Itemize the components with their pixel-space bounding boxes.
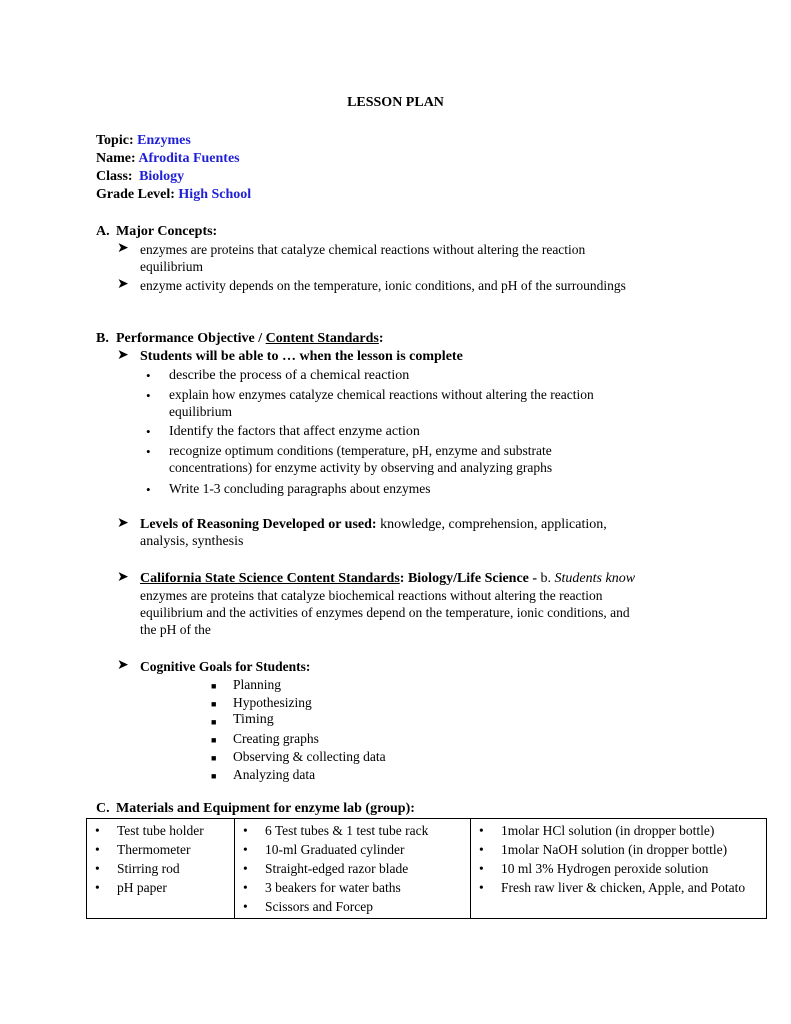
cognitive-goal-1: Planning (233, 677, 282, 692)
section-b-heading: B. Performance Objective / Content Standards: (96, 331, 384, 346)
objective-2: explain how enzymes catalyze chemical reactions without altering the reaction equilibrium (169, 387, 594, 419)
bullet-dot-icon: • (146, 444, 151, 459)
list-item: • Stirring rod (93, 859, 230, 878)
bullet-dot-icon: • (146, 368, 151, 383)
arrow-bullet-icon: ➤ (117, 658, 129, 673)
arrow-bullet-icon: ➤ (117, 277, 129, 292)
list-item: • 6 Test tubes & 1 test tube rack (241, 821, 466, 840)
objective-1: describe the process of a chemical reaction (169, 368, 410, 383)
grade-value: High School (178, 187, 252, 202)
major-concept-1: enzymes are proteins that catalyze chemical reactions without altering the reaction equilibrium (140, 242, 586, 274)
section-a-title: Major Concepts: (116, 224, 218, 239)
name-value: Afrodita Fuentes (138, 151, 240, 166)
list-item: • 10-ml Graduated cylinder (241, 840, 466, 859)
objective-3: Identify the factors that affect enzyme action (169, 424, 420, 439)
list-item: • Straight-edged razor blade (241, 859, 466, 878)
reasoning-levels: Levels of Reasoning Developed or used: knowledge, comprehension, application, analysis, synthesis (140, 517, 607, 549)
reasoning-label: Levels of Reasoning Developed or used: (140, 517, 377, 532)
standards-label: California State Science Content Standards (140, 571, 400, 586)
california-standards: California State Science Content Standards: Biology/Life Science - b. Students know enzymes are proteins that catalyze biochemical reactions without altering the reaction equilibrium and the activities of enzymes depend on the temperature, ionic conditions, and the pH of the (140, 571, 636, 637)
name-label: Name: (96, 151, 136, 166)
list-item: • Fresh raw liver & chicken, Apple, and Potato (477, 878, 762, 897)
page-title: LESSON PLAN (347, 95, 444, 110)
arrow-bullet-icon: ➤ (117, 241, 129, 256)
topic-row (96, 132, 191, 149)
square-bullet-icon: ■ (211, 753, 217, 763)
topic-label: Topic: (96, 133, 134, 148)
arrow-bullet-icon: ➤ (117, 570, 129, 585)
grade-row (96, 186, 251, 203)
list-item: • 1molar NaOH solution (in dropper bottle) (477, 840, 762, 859)
section-c-title: Materials and Equipment for enzyme lab (group): (116, 801, 415, 816)
materials-column-1 (87, 819, 235, 919)
square-bullet-icon: ■ (211, 771, 217, 781)
class-label: Class: (96, 169, 133, 184)
arrow-bullet-icon: ➤ (117, 348, 129, 363)
topic-value: Enzymes (137, 133, 191, 148)
section-a-heading (96, 223, 217, 240)
bullet-dot-icon: • (146, 388, 151, 403)
materials-column-3 (471, 819, 767, 919)
class-row (96, 168, 184, 185)
list-item: • 10 ml 3% Hydrogen peroxide solution (477, 859, 762, 878)
section-b-letter: B. (96, 331, 109, 346)
grade-label: Grade Level: (96, 187, 175, 202)
square-bullet-icon: ■ (211, 717, 217, 727)
objective-4: recognize optimum conditions (temperature, pH, enzyme and substrate concentrations) for enzyme activity by observing and analyzing graphs (169, 443, 553, 475)
cognitive-goal-5: Observing & collecting data (233, 749, 386, 764)
square-bullet-icon: ■ (211, 735, 217, 745)
list-item: • Thermometer (93, 840, 230, 859)
list-item: • 1molar HCl solution (in dropper bottle) (477, 821, 762, 840)
materials-table (86, 818, 767, 919)
table-row (87, 819, 767, 919)
list-item: • pH paper (93, 878, 230, 897)
list-item: • 3 beakers for water baths (241, 878, 466, 897)
cognitive-goal-4: Creating graphs (233, 731, 319, 746)
bullet-dot-icon: • (146, 482, 151, 497)
class-value: Biology (139, 169, 185, 184)
major-concept-2: enzyme activity depends on the temperature, ionic conditions, and pH of the surroundings (140, 278, 626, 293)
square-bullet-icon: ■ (211, 681, 217, 691)
students-heading: Students will be able to … when the lesson is complete (140, 349, 463, 364)
list-item: • Scissors and Forcep (241, 897, 466, 916)
cognitive-goal-6: Analyzing data (233, 767, 316, 782)
section-a-letter: A. (96, 224, 110, 239)
cognitive-heading: Cognitive Goals for Students: (140, 659, 311, 674)
list-item: • Test tube holder (93, 821, 230, 840)
cognitive-goal-3: Timing (233, 712, 274, 727)
bullet-dot-icon: • (146, 424, 151, 439)
square-bullet-icon: ■ (211, 699, 217, 709)
arrow-bullet-icon: ➤ (117, 516, 129, 531)
section-c-heading (96, 800, 415, 817)
cognitive-goal-2: Hypothesizing (233, 695, 312, 710)
name-row (96, 150, 240, 167)
objective-5: Write 1-3 concluding paragraphs about enzymes (169, 481, 431, 496)
materials-column-2 (235, 819, 471, 919)
section-c-letter: C. (96, 801, 110, 816)
